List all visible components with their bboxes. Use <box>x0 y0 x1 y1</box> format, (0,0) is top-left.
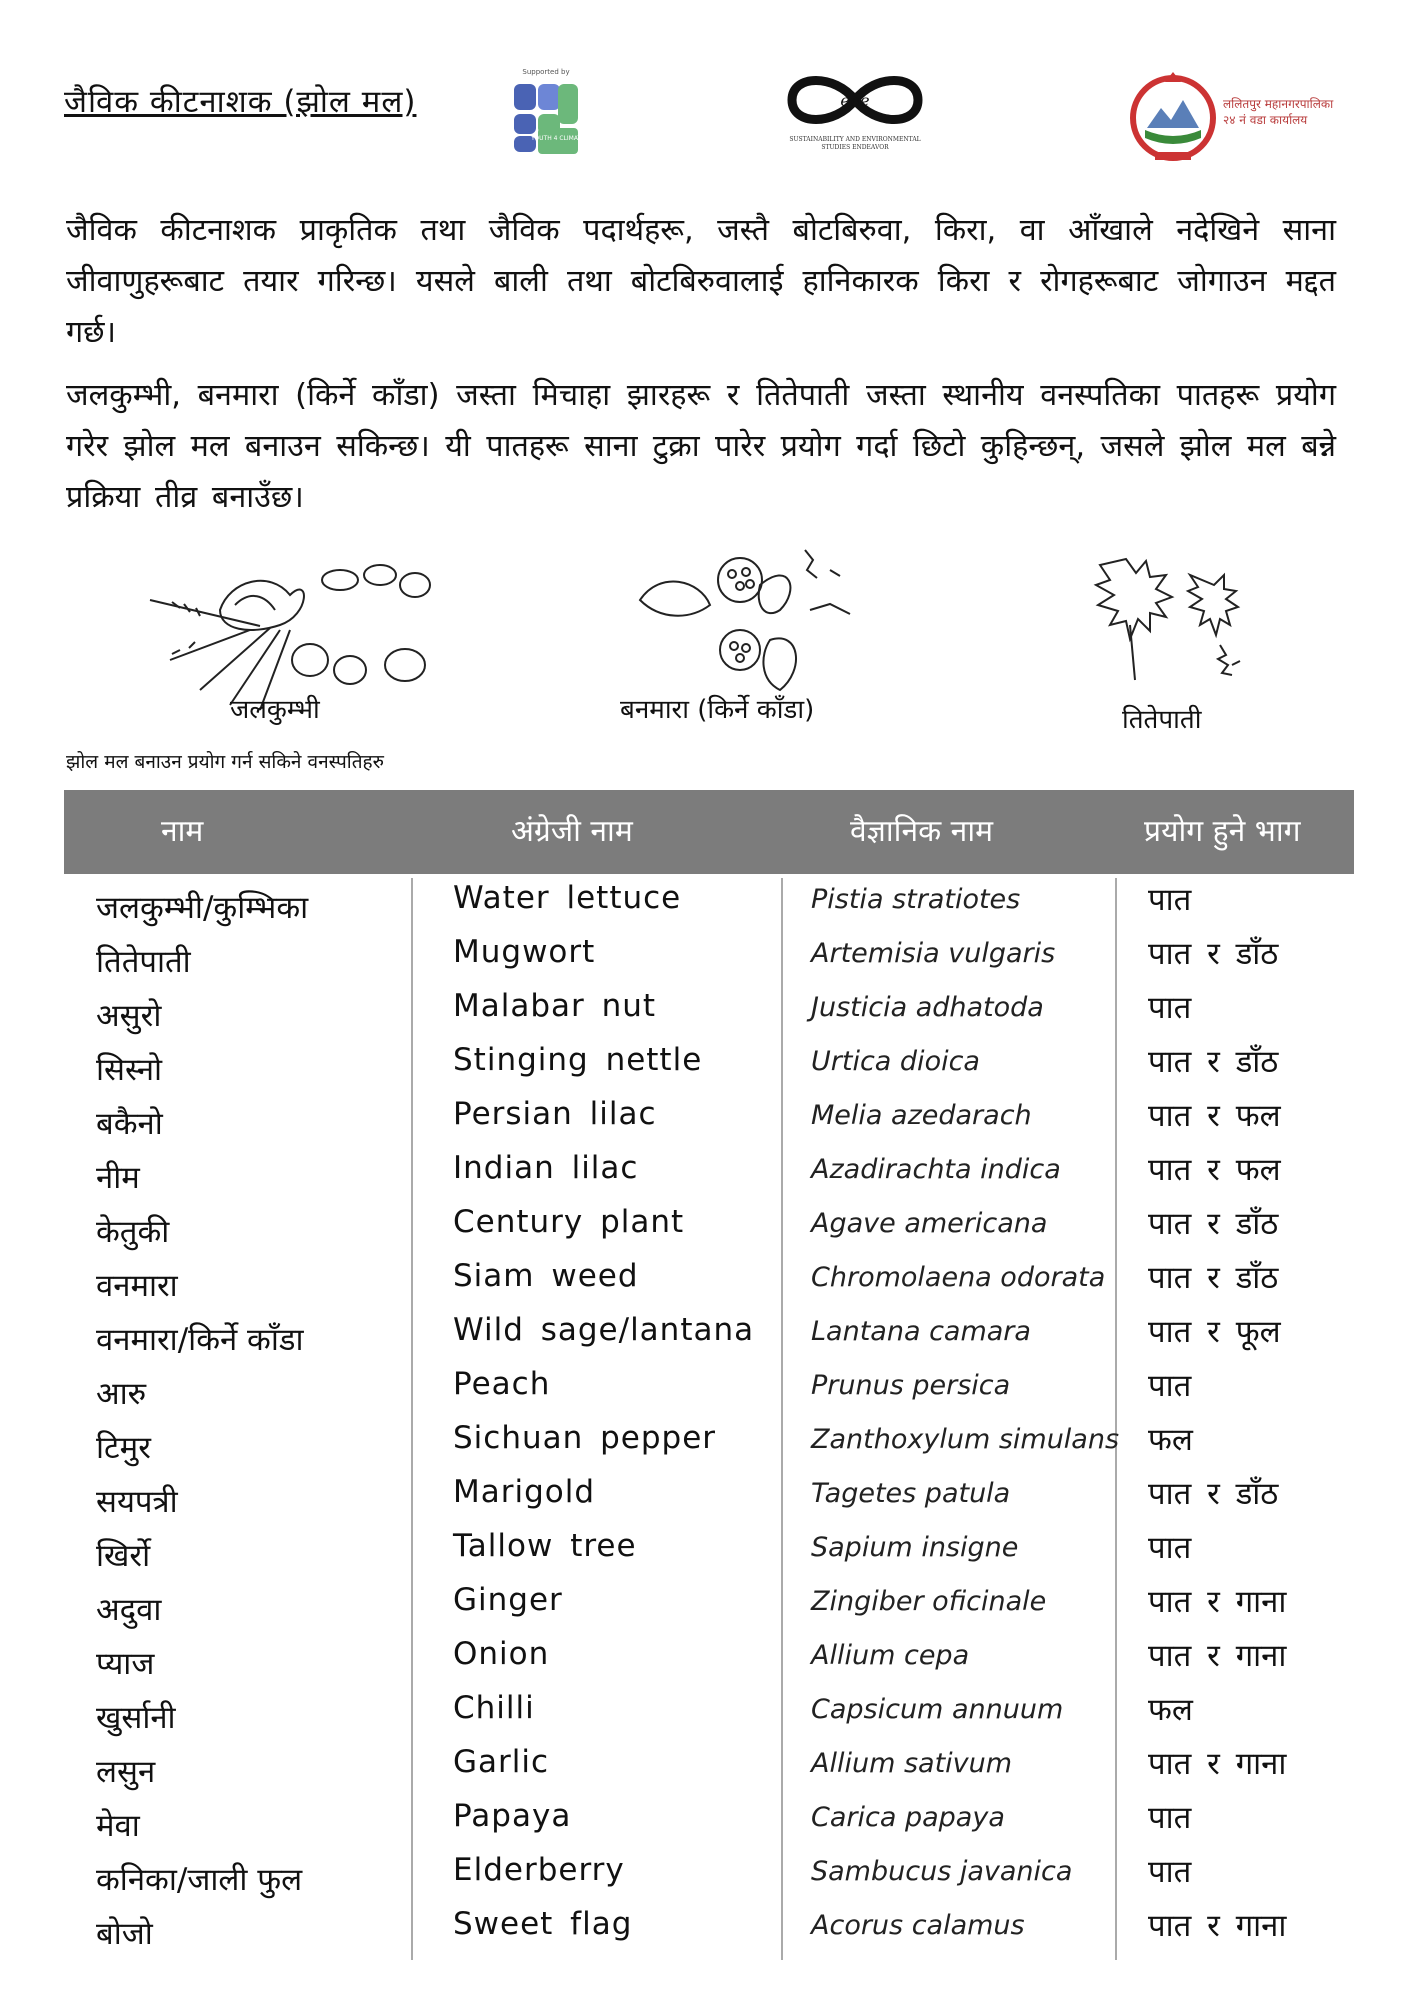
sese-caption: SUSTAINABILITY AND ENVIRONMENTAL STUDIES ENDEAVOR <box>789 136 921 151</box>
header-scientific-name: वैज्ञानिक नाम <box>850 814 994 849</box>
table-row: आरु Peach Prunus persica पात <box>96 1366 1192 1412</box>
table-row: टिमुर Sichuan pepper Zanthoxylum simulans फल <box>96 1420 1193 1466</box>
plant-label-lantana: बनमारा (किर्ने काँडा) <box>620 695 815 725</box>
page-title: जैविक कीटनाशक (झोल मल) <box>64 84 417 120</box>
y4c-text: YOUTH 4 CLIMATE <box>531 135 582 142</box>
table-row: मेवा Papaya Carica papaya पात <box>96 1798 1192 1844</box>
table-row: असुरो Malabar nut Justicia adhatoda पात <box>96 988 1192 1034</box>
svg-text:ene: ene <box>840 91 870 110</box>
header-name: नाम <box>161 814 204 849</box>
sese-logo <box>780 68 930 158</box>
table-row: केतुकी Century plant Agave americana पात र डाँठ <box>96 1204 1279 1250</box>
lalitpur-metropolitan-logo <box>1125 68 1365 164</box>
intro-paragraph: जैविक कीटनाशक प्राकृतिक तथा जैविक पदार्थहरू, जस्तै बोटबिरुवा, किरा, वा आँखाले नदेखिने साना जीवाणुहरूबाट तयार गरिन्छ। यसले बाली तथा बोटबिरुवालाई हानिकारक किरा र रोगहरूबाट जोगाउन मद्दत गर्छ। <box>66 213 1336 350</box>
table-row: नीम Indian lilac Azadirachta indica पात र फल <box>96 1150 1281 1196</box>
table-row: खिर्रो Tallow tree Sapium insigne पात <box>96 1528 1192 1574</box>
table-row: सिस्नो Stinging nettle Urtica dioica पात र डाँठ <box>96 1042 1279 1088</box>
table-row: तितेपाती Mugwort Artemisia vulgaris पात र डाँठ <box>96 934 1279 980</box>
table-row: बोजो Sweet flag Acorus calamus पात र गाना <box>96 1906 1287 1952</box>
table-row: जलकुम्भी/कुम्भिका Water lettuce Pistia stratiotes पात <box>96 880 1192 926</box>
table-row: सयपत्री Marigold Tagetes patula पात र डाँठ <box>96 1474 1279 1520</box>
figure-caption: झोल मल बनाउन प्रयोग गर्न सकिने वनस्पतिहरु <box>66 751 385 773</box>
table-row: खुर्सानी Chilli Capsicum annuum फल <box>96 1690 1193 1736</box>
plant-label-water-hyacinth: जलकुम्भी <box>230 695 320 725</box>
table-row: वनमारा/किर्ने काँडा Wild sage/lantana Lantana camara पात र फूल <box>96 1312 1281 1358</box>
gov-name: ललितपुर महानगरपालिका <box>1223 97 1334 111</box>
supported-by-label: Supported by <box>522 68 570 76</box>
lantana-illustration <box>630 530 870 700</box>
table-header <box>64 790 1354 874</box>
government-emblem-icon <box>1125 68 1221 164</box>
table-row: वनमारा Siam weed Chromolaena odorata पात र डाँठ <box>96 1258 1279 1304</box>
y4c-mark-icon <box>510 80 582 156</box>
infinity-icon <box>780 68 930 132</box>
header-english-name: अंग्रेजी नाम <box>511 814 633 849</box>
table-row: बकैनो Persian lilac Melia azedarach पात र फल <box>96 1096 1281 1142</box>
mugwort-illustration <box>1060 545 1260 685</box>
usage-paragraph: जलकुम्भी, बनमारा (किर्ने काँडा) जस्ता मिचाहा झारहरू र तितेपाती जस्ता स्थानीय वनस्पतिका पातहरू प्रयोग गरेर झोल मल बनाउन सकिन्छ। यी पातहरू साना टुक्रा पारेर प्रयोग गर्दा छिटो कुहिन्छन्, जसले झोल मल बन्ने प्रक्रिया तीव्र बनाउँछ। <box>66 378 1336 515</box>
youth-4-climate-logo <box>510 68 582 158</box>
header-part-used: प्रयोग हुने भाग <box>1144 814 1301 849</box>
table-row: अदुवा Ginger Zingiber oficinale पात र गाना <box>96 1582 1287 1628</box>
plant-label-mugwort: तितेपाती <box>1122 705 1202 735</box>
gov-ward: २४ नं वडा कार्यालय <box>1223 113 1308 127</box>
table-row: कनिका/जाली फुल Elderberry Sambucus javanica पात <box>96 1852 1192 1898</box>
table-row: लसुन Garlic Allium sativum पात र गाना <box>96 1744 1287 1790</box>
table-row: प्याज Onion Allium cepa पात र गाना <box>96 1636 1287 1682</box>
